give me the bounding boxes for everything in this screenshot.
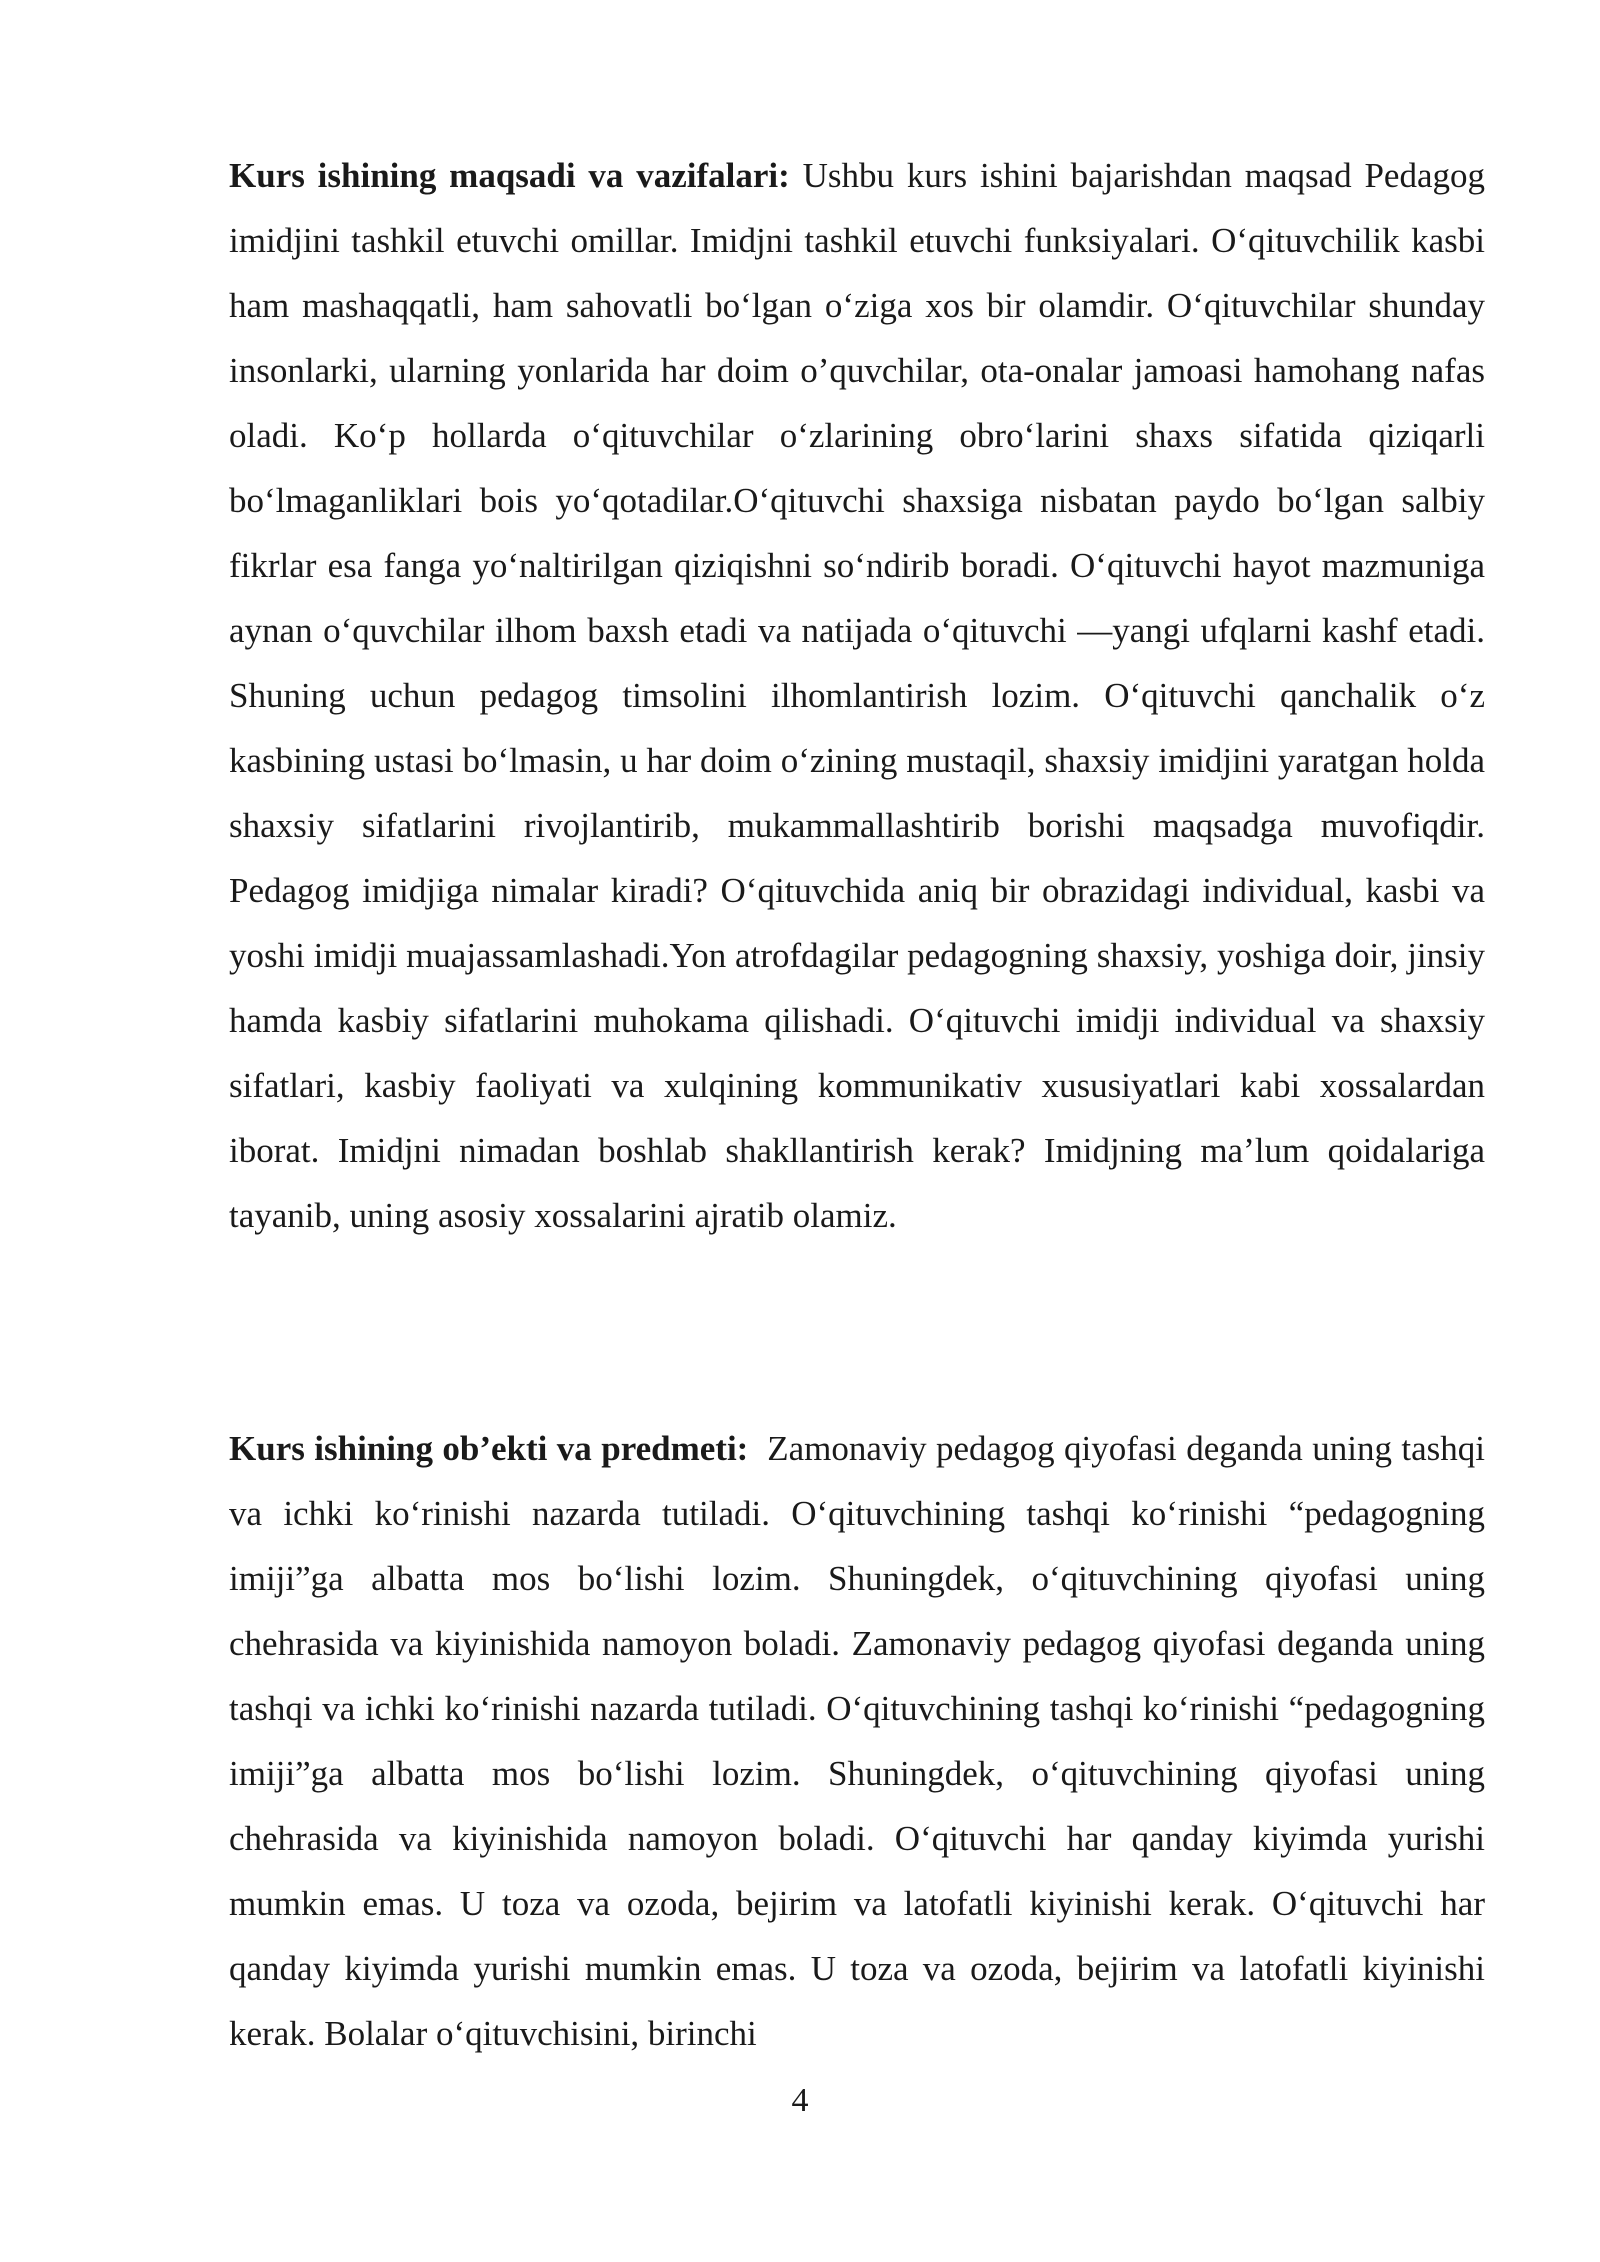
paragraph-object-body: Zamonaviy pedagog qiyofasi deganda uning tashqi va ichki ko‘rinishi nazarda tutiladi. O‘qituvchining tashqi ko‘rinishi “pedagogning imiji”ga albatta mos bo‘lishi lozim. Shuningdek, o‘qituvchining qiyofasi uning chehrasida va kiyinishida namoyon boladi. Zamonaviy pedagog qiyofasi deganda uning tashqi va ichki ko‘rinishi nazarda tutiladi. O‘qituvchining tashqi ko‘rinishi “pedagogning imiji”ga albatta mos bo‘lishi lozim. Shuningdek, o‘qituvchining qiyofasi uning chehrasida va kiyinishida namoyon boladi. O‘qituvchi har qanday kiyimda yurishi mumkin emas. U toza va ozoda, bejirim va latofatli kiyinishi kerak. O‘qituvchi har qanday kiyimda yurishi mumkin emas. U toza va ozoda, bejirim va latofatli kiyinishi kerak. Bolalar o‘qituvchisini, birinchi bbox=[229, 1429, 1485, 2053]
paragraph-goals-body: Ushbu kurs ishini bajarishdan maqsad Pedagog imidjini tashkil etuvchi omillar. Imidjni tashkil etuvchi funksiyalari. O‘qituvchilik kasbi ham mashaqqatli, ham sahovatli bo‘lgan o‘ziga xos bir olamdir. O‘qituvchilar shunday insonlarki, ularning yonlarida har doim o’quvchilar, ota-onalar jamoasi hamohang nafas oladi. Ko‘p hollarda o‘qituvchilar o‘zlarining obro‘larini shaxs sifatida qiziqarli bo‘lmaganliklari bois yo‘qotadilar.O‘qituvchi shaxsiga nisbatan paydo bo‘lgan salbiy fikrlar esa fanga yo‘naltirilgan qiziqishni so‘ndirib boradi. O‘qituvchi hayot mazmuniga aynan o‘quvchilar ilhom baxsh etadi va natijada o‘qituvchi —yangi ufqlarni kashf etadi. Shuning uchun pedagog timsolini ilhomlantirish lozim. O‘qituvchi qanchalik o‘z kasbining ustasi bo‘lmasin, u har doim o‘zining mustaqil, shaxsiy imidjini yaratgan holda shaxsiy sifatlarini rivojlantirib, mukammallashtirib borishi maqsadga muvofiqdir. Pedagog imidjiga nimalar kiradi? O‘qituvchida aniq bir obrazidagi individual, kasbi va yoshi imidji muajassamlashadi.Yon atrofdagilar pedagogning shaxsiy, yoshiga doir, jinsiy hamda kasbiy sifatlarini muhokama qilishadi. O‘qituvchi imidji individual va shaxsiy sifatlari, kasbiy faoliyati va xulqining kommunikativ xususiyatlari kabi xossalardan iborat. Imidjni nimadan boshlab shakllantirish kerak? Imidjning ma’lum qoidalariga tayanib, uning asosiy xossalarini ajratib olamiz. bbox=[229, 156, 1485, 1235]
heading-object: Kurs ishining ob’ekti va predmeti: bbox=[229, 1429, 749, 1468]
paragraph-goals bbox=[229, 143, 1485, 1248]
paragraph-object bbox=[229, 1416, 1485, 2066]
heading-goals: Kurs ishining maqsadi va vazifalari: bbox=[229, 156, 790, 195]
page-number: 4 bbox=[791, 2082, 809, 2119]
